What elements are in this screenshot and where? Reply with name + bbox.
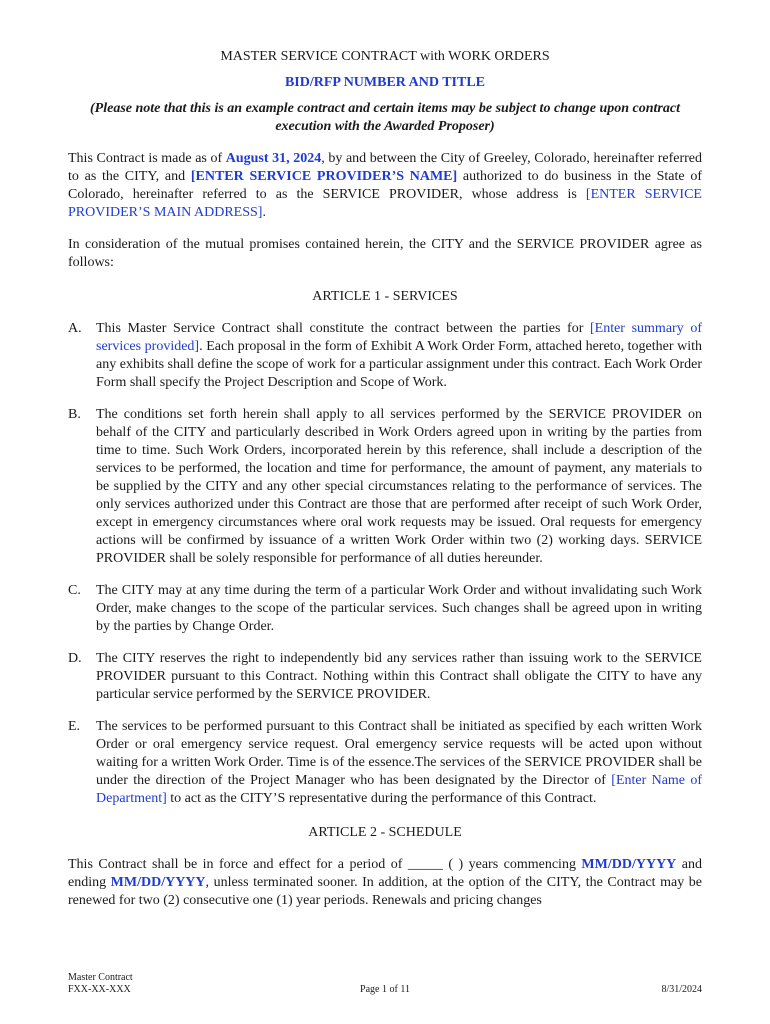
department-placeholder: [Enter Name of Department] (96, 773, 703, 806)
footer-page-number: Page 1 of 11 (360, 984, 410, 995)
contract-date: August 31, 2024 (225, 151, 322, 166)
provider-address-placeholder: [ENTER SERVICE PROVIDER’S MAIN ADDRESS] (68, 187, 702, 220)
document-page (68, 46, 702, 910)
intro-paragraph: This Contract is made as of August 31, 2024, by and between the City of Greeley, Colorado, hereinafter referred to as the CITY, and [ENTER SERVICE PROVIDER’S NAME] authorized to do business in the State of Colorado, hereinafter referred to as the SERVICE PROVIDER, whose address is [ENTER SERVICE PROVIDER’S MAIN ADDRESS]. (68, 151, 702, 220)
article-1-item-d: D. The CITY reserves the right to independently bid any services rather than issuing work to the SERVICE PROVIDER pursuant to this Contract. Nothing within this Contract shall obligate the CITY to have any particular service performed by the SERVICE PROVIDER. (68, 651, 702, 702)
end-date-placeholder: MM/DD/YYYY (110, 875, 206, 890)
contract-title: MASTER SERVICE CONTRACT with WORK ORDERS (220, 49, 550, 64)
article-2-heading: ARTICLE 2 - SCHEDULE (308, 825, 462, 840)
consideration-paragraph: In consideration of the mutual promises contained herein, the CITY and the SERVICE PROVIDER agree as follows: (68, 237, 702, 270)
article-1-item-c: C. The CITY may at any time during the term of a particular Work Order and without invalidating such Work Order, make changes to the scope of the particular services. Such changes shall be agreed upon in writing by the parties by Change Order. (68, 583, 702, 634)
bid-rfp-title: BID/RFP NUMBER AND TITLE (284, 75, 486, 90)
article-1-item-b: B. The conditions set forth herein shall apply to all services performed by the SERVICE PROVIDER on behalf of the CITY and particularly described in Work Orders agreed upon in writing by the parties from time to time. Such Work Orders, incorporated herein by this reference, shall include a description of the services to be performed, the location and time for performance, the amount of payment, any materials to be supplied by the CITY and any other special circumstances relating to the performance of services. The only services authorized under this Contract are those that are performed after receipt of such Work Order, except in emergency circumstances where oral work requests may be issued. Oral requests for emergency actions will be confirmed by issuance of a written Work Order within two (2) working days. SERVICE PROVIDER shall be solely responsible for performance of all duties hereunder. (68, 407, 702, 566)
footer-doc-name: Master Contract (68, 972, 133, 983)
footer-doc-number: FXX-XX-XXX (68, 984, 131, 995)
article-1-heading: ARTICLE 1 - SERVICES (312, 289, 458, 304)
provider-name-placeholder: [ENTER SERVICE PROVIDER’S NAME] (190, 169, 458, 184)
article-1-item-a: A. This Master Service Contract shall constitute the contract between the parties for [Enter summary of services provided]. Each proposal in the form of Exhibit A Work Order Form, attached hereto, together with any exhibits shall define the scope of work for a particular assignment under this contract. Each Work Order Form shall specify the Project Description and Scope of Work. (68, 321, 702, 390)
services-summary-placeholder: [Enter summary of services provided] (96, 321, 702, 354)
article-1-item-e: E. The services to be performed pursuant to this Contract shall be initiated as specified by each written Work Order or oral emergency service request. Oral emergency service requests will be acted upon without waiting for a written Work Order. Time is of the essence.The services of the SERVICE PROVIDER shall be under the direction of the Project Manager who has been designated by the Director of [Enter Name of Department] to act as the CITY’S representative during the performance of this Contract. (68, 719, 703, 806)
footer-date: 8/31/2024 (661, 984, 702, 995)
example-note: (Please note that this is an example contract and certain items may be subject to change upon contract execution with the Awarded Proposer) (90, 101, 680, 134)
start-date-placeholder: MM/DD/YYYY (581, 857, 677, 872)
schedule-paragraph: This Contract shall be in force and effect for a period of _____ ( ) years commencing MM/DD/YYYY and ending MM/DD/YYYY, unless terminated sooner. In addition, at the option of the CITY, the Contract may be renewed for two (2) consecutive one (1) year periods. Renewals and pricing changes (68, 857, 702, 908)
